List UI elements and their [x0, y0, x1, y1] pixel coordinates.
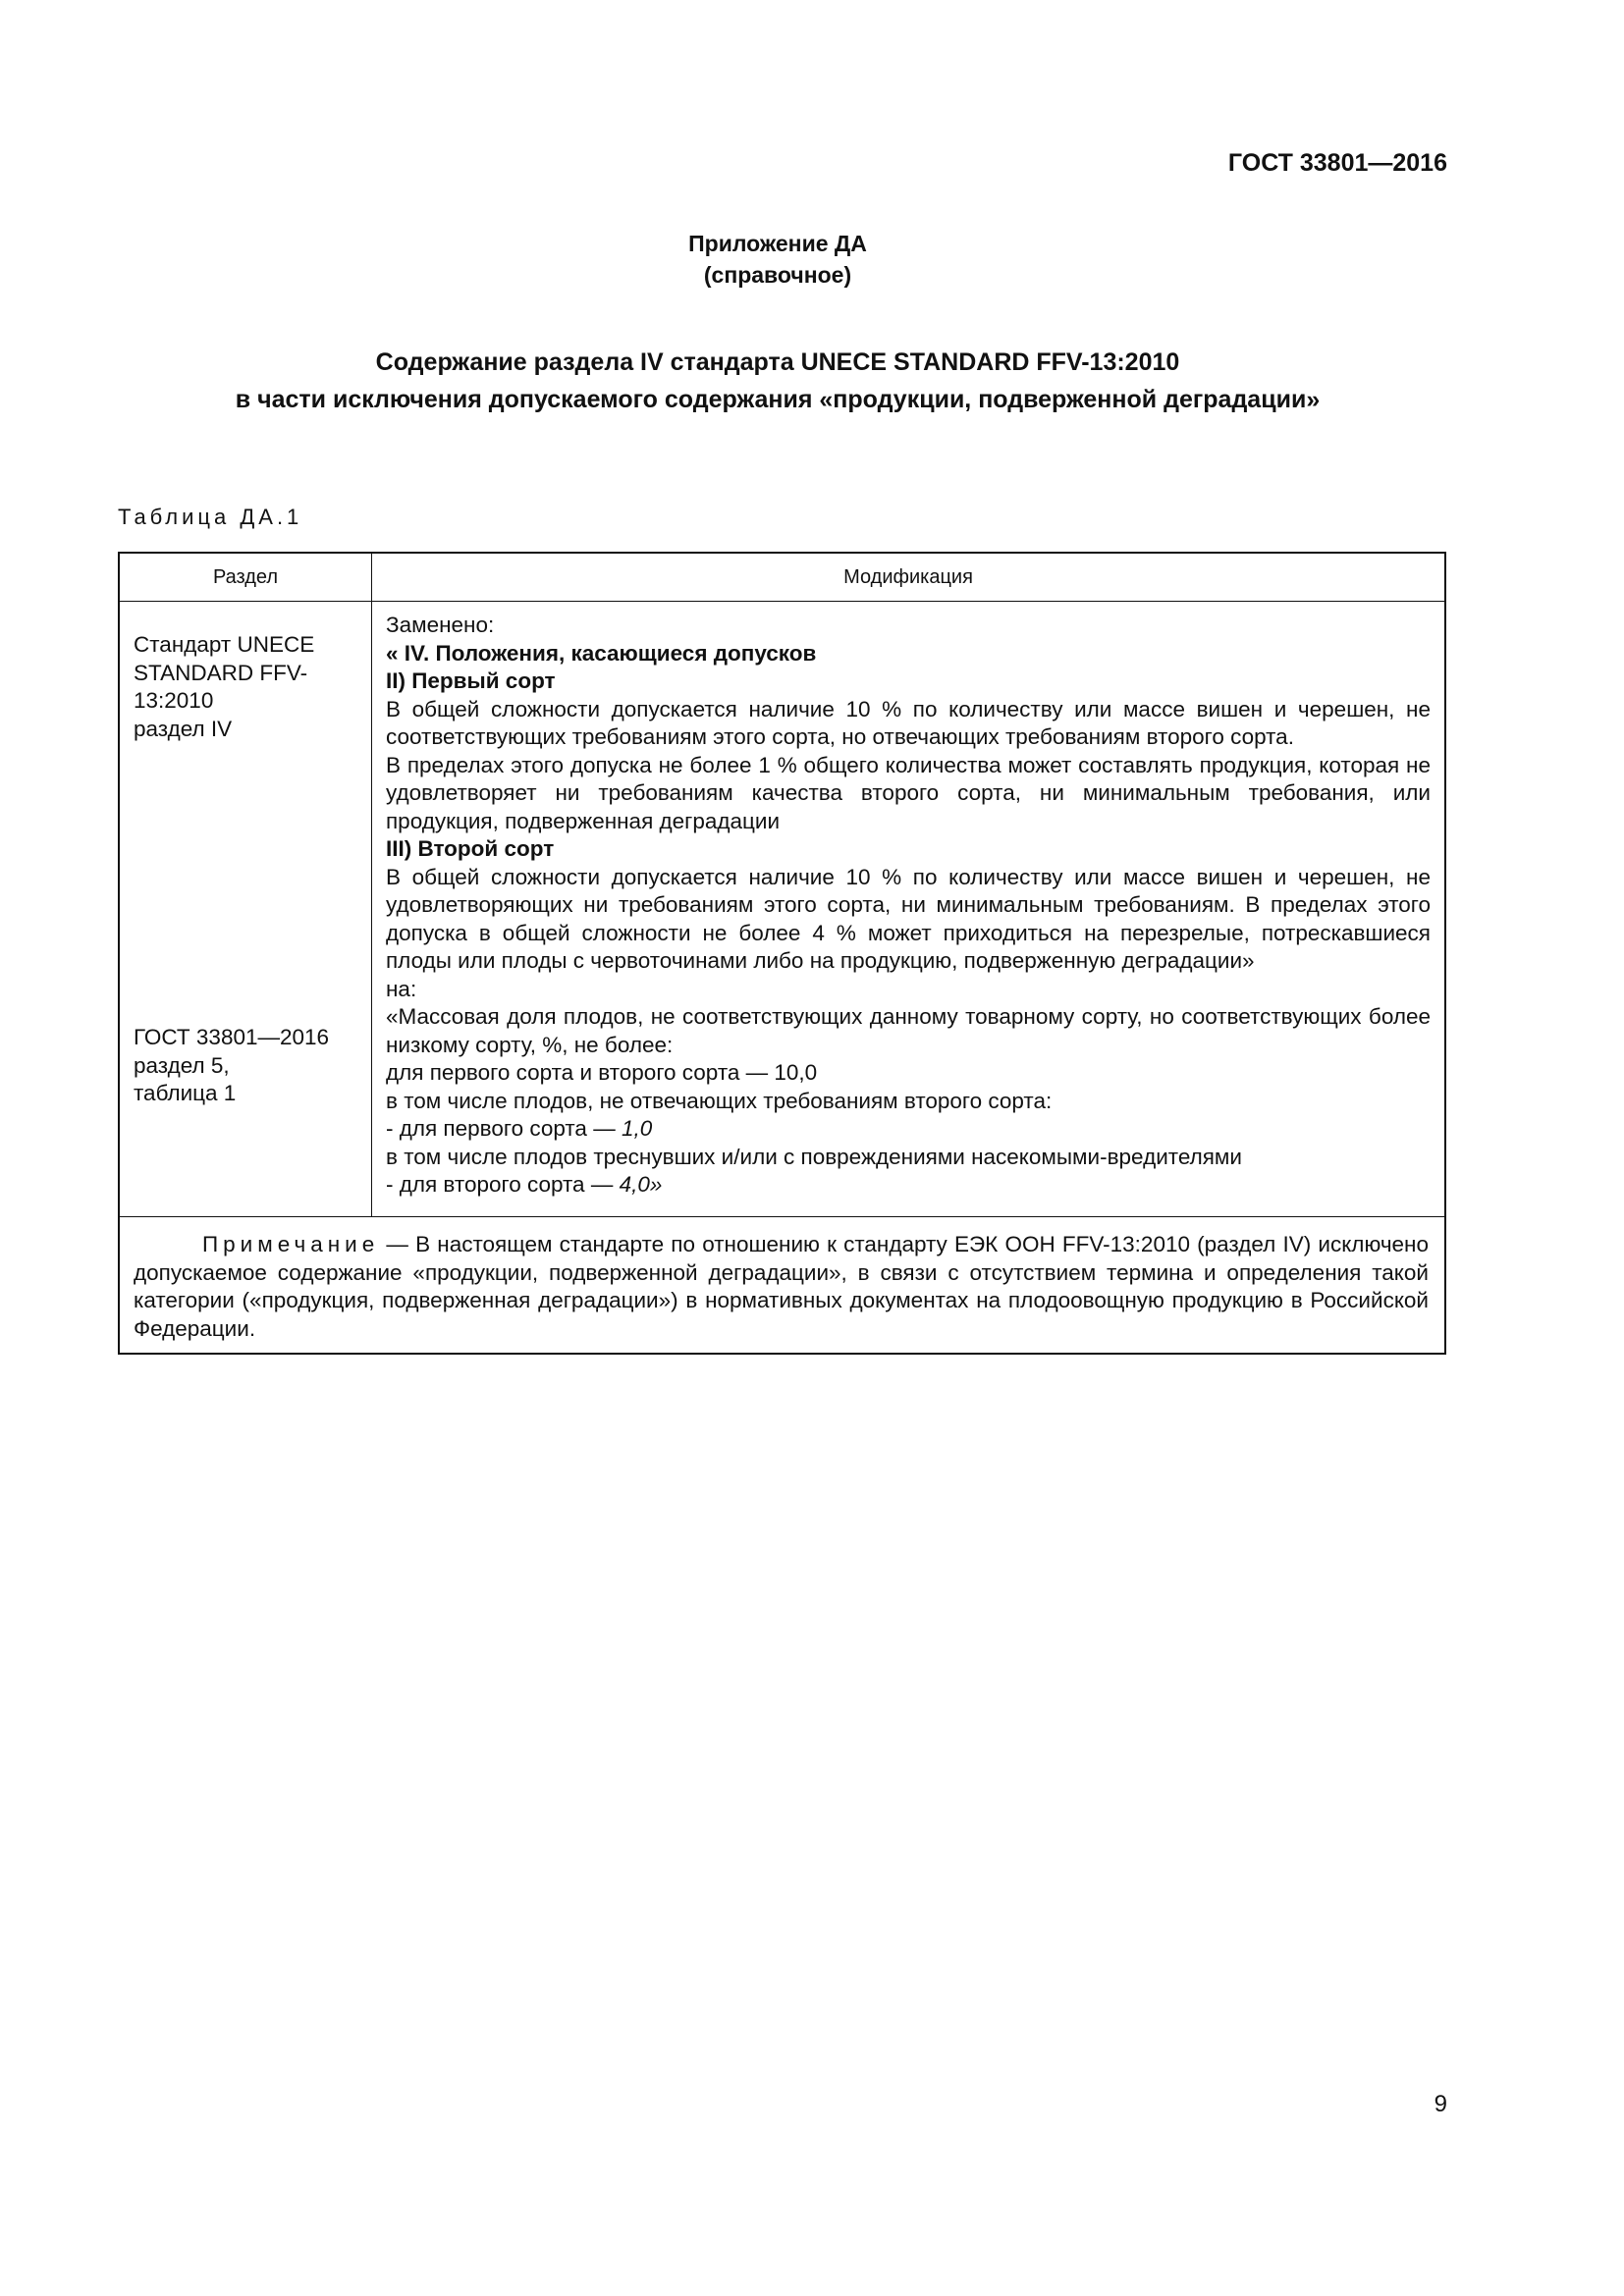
- section-gost-line: таблица 1: [134, 1081, 237, 1105]
- standard-id: ГОСТ 33801—2016: [1227, 149, 1447, 177]
- appendix-heading: [0, 228, 1555, 291]
- table-header-row: [119, 553, 1445, 602]
- line-including-not-meeting: в том числе плодов, не отвечающих требованиям второго сорта:: [386, 1088, 1053, 1113]
- note-row: [119, 1217, 1445, 1355]
- section-unece-line: STANDARD FFV-: [134, 660, 308, 685]
- table-row: [119, 602, 1445, 1217]
- section-unece-line: 13:2010: [134, 688, 214, 713]
- section-unece-line: раздел IV: [134, 716, 233, 741]
- section-cell: [119, 602, 372, 1217]
- section-unece-line: Стандарт UNECE: [134, 632, 315, 657]
- note-cell: [119, 1217, 1445, 1355]
- section-gost: [134, 1024, 363, 1108]
- note-label: Примечание: [202, 1232, 380, 1256]
- second-grade-paragraph: В общей сложности допускается наличие 10 % по количеству или массе вишен и черешен, не удовлетворяющих ни требованиям этого сорта, ни минимальным требованиям. В пределах этого допуска в общей сложности не более 4 % может приходиться на перезрелые, потрескавшиеся плоды или плоды с червоточинами либо на продукцию, подверженную деградации»: [386, 864, 1431, 973]
- to-label: на:: [386, 976, 417, 1001]
- first-grade-paragraph-1: В общей сложности допускается наличие 10 % по количеству или массе вишен и черешен, не соответствующих требованиям этого сорта, но отвечающих требованиям второго сорта.: [386, 696, 1431, 749]
- first-grade-title: II) Первый сорт: [386, 668, 556, 693]
- second-grade-title: III) Второй сорт: [386, 836, 555, 861]
- line-second-grade-value: 4,0»: [619, 1172, 663, 1197]
- replaced-label: Заменено:: [386, 613, 495, 637]
- header-modification: Модификация: [372, 553, 1446, 602]
- section-gost-line: ГОСТ 33801—2016: [134, 1025, 330, 1049]
- section-gost-line: раздел 5,: [134, 1052, 230, 1078]
- note-text: — В настоящем стандарте по отношению к стандарту ЕЭК ООН FFV-13:2010 (раздел IV) исключено допускаемое содержание «продукции, подверженной деградации», в связи с отсутствием термина и определения такой категории («продукция, подверженная деградации») в нормативных документах на плодоовощную продукцию в Российской Федерации.: [134, 1232, 1429, 1341]
- line-including-cracked: в том числе плодов треснувших и/или с повреждениями насекомыми-вредителями: [386, 1144, 1242, 1169]
- modification-cell: [372, 602, 1446, 1217]
- line-first-grade-prefix: - для первого сорта —: [386, 1116, 622, 1141]
- page-number: 9: [1434, 2091, 1447, 2117]
- document-heading: [0, 344, 1555, 418]
- heading-line-1: Содержание раздела IV стандарта UNECE STANDARD FFV-13:2010: [375, 348, 1180, 376]
- line-second-grade: [386, 1171, 1431, 1200]
- table-caption: Таблица ДА.1: [118, 505, 303, 529]
- heading-line-2: в части исключения допускаемого содержания «продукции, подверженной деградации»: [235, 386, 1321, 413]
- header-section: Раздел: [119, 553, 372, 602]
- appendix-type: (справочное): [703, 262, 852, 288]
- line-first-grade: [386, 1115, 1431, 1144]
- line-first-grade-value: 1,0: [621, 1116, 653, 1141]
- first-grade-paragraph-2: В пределах этого допуска не более 1 % общего количества может составлять продукция, которая не удовлетворяет ни требованиям качества второго сорта, ни минимальным требования, или продукция, подверженная деградации: [386, 752, 1431, 833]
- modification-table: [118, 552, 1446, 1355]
- appendix-title: Приложение ДА: [688, 231, 867, 256]
- provisions-title: « IV. Положения, касающиеся допусков: [386, 640, 817, 666]
- new-text-paragraph: «Массовая доля плодов, не соответствующих данному товарному сорту, но соответствующих более низкому сорту, %, не более:: [386, 1004, 1431, 1057]
- section-unece: [134, 631, 363, 743]
- line-first-second-grade: для первого сорта и второго сорта — 10,0: [386, 1060, 818, 1085]
- line-second-grade-prefix: - для второго сорта —: [386, 1172, 620, 1197]
